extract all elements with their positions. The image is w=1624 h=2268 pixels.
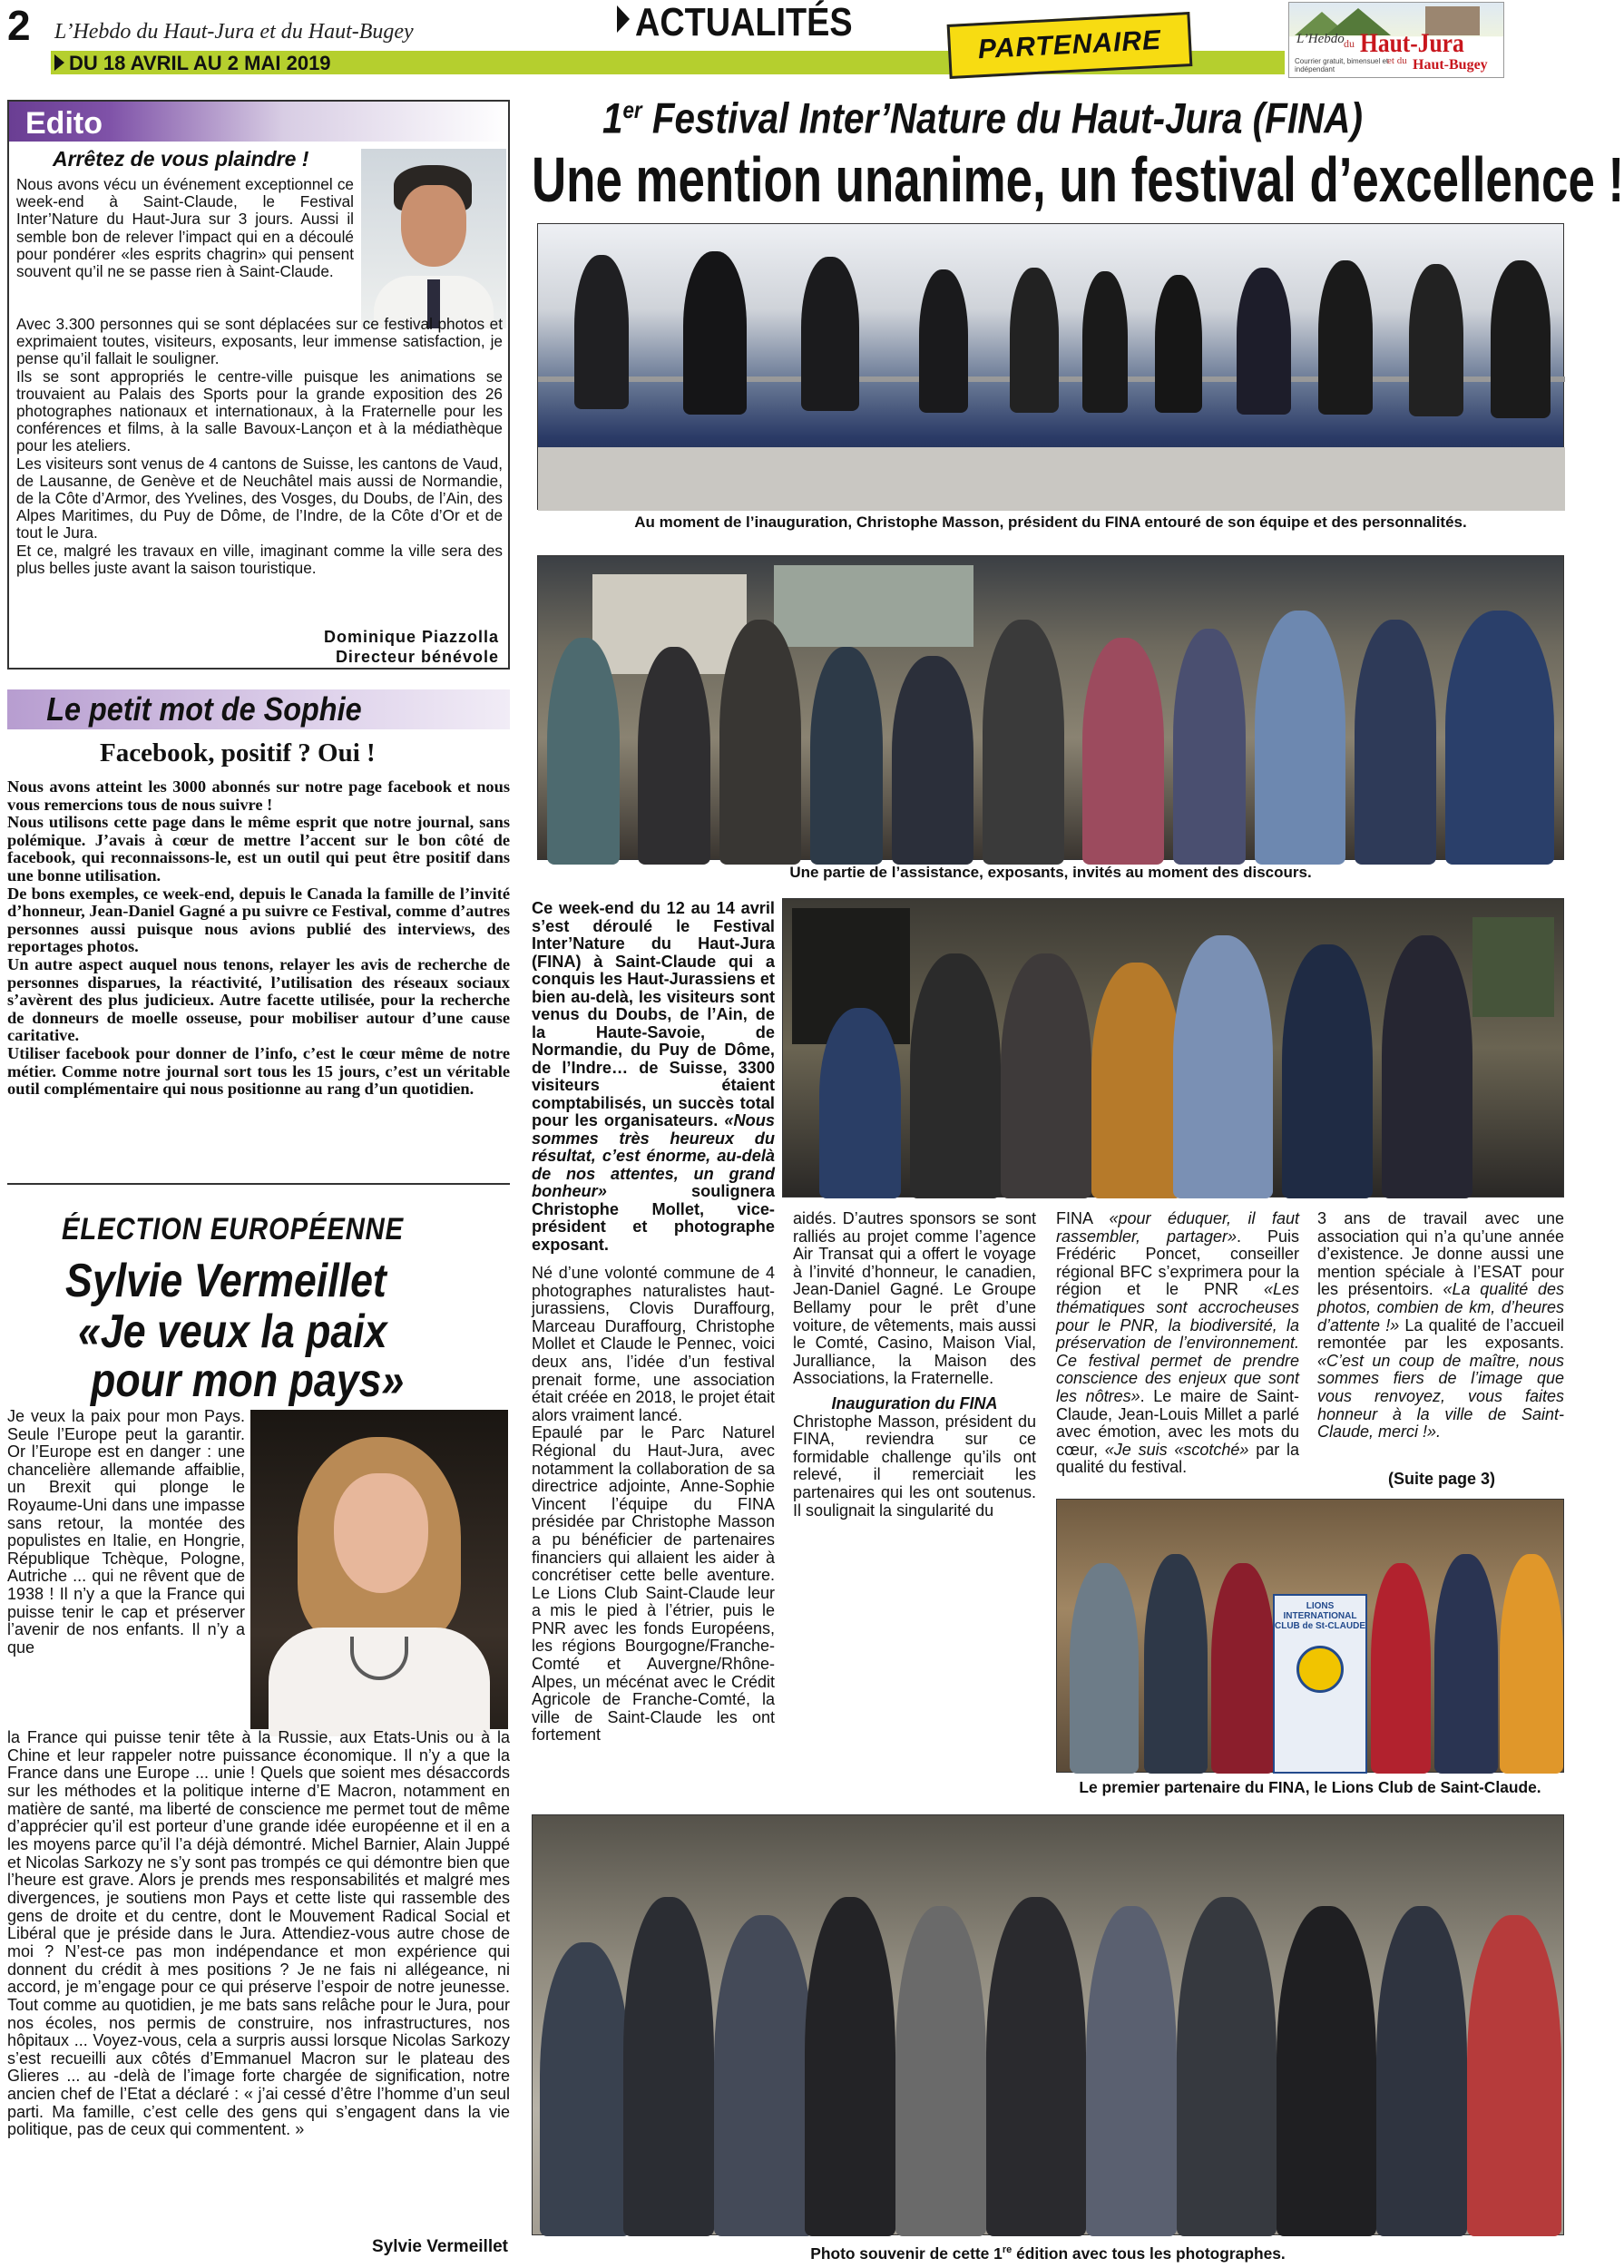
- stage-floor: [538, 447, 1565, 511]
- festival-lead-bold: Ce week-end du 12 au 14 avril s’est déroulé le Festival Inter’Nature du Haut-Jura (FINA) à Saint-Claude qui a conquis les Haut-Jurassiens et bien au-delà, les visiteurs sont venus du Doubs, de l’Ain, de la Haute-Savoie, de Normandie, du Puy de Dôme, de l’Indre… de Suisse, 3300 visiteurs étaient comptabilisés, un succès total pour les organisateurs.: [532, 899, 775, 1129]
- edito-body: [16, 316, 503, 622]
- stage-person: [1010, 268, 1059, 413]
- sophie-title: Facebook, positif ? Oui !: [100, 738, 376, 767]
- edito-label: Edito: [25, 106, 103, 141]
- sophie-paragraph-4: Un autre aspect auquel nous tenons, relayer les avis de recherche de personnes disparues, la réactivité, l’utilisation des réseaux sociaux s’avèrent des plus judicieux. Autre facette utilisée, pour la recherche de donneurs de moelle osseuse, pour mobiliser autour d’une cause caritative.: [7, 954, 510, 1045]
- group-person: [1277, 1906, 1376, 2236]
- group-person: [805, 1897, 895, 2236]
- lions-banner-line1: LIONS INTERNATIONAL: [1283, 1601, 1357, 1621]
- group-person: [1177, 1897, 1277, 2236]
- col3-text-2: . Puis Frédéric Poncet, conseiller régional BFC s’exprimera pour la région et le PNR: [1056, 1227, 1299, 1299]
- col3-quote-2: «Les thématiques sont accrocheuses pour le PNR, la biodiversité, la préservation de l’environnement. Ce festival permet de prendre conscience des enjeux que sont les nôtres»: [1056, 1280, 1299, 1405]
- caption-inauguration: Au moment de l’inauguration, Christophe Masson, président du FINA entouré de son équipe et des personnalités.: [634, 513, 1467, 531]
- election-headline-1: Sylvie Vermeillet: [65, 1255, 386, 1307]
- lions-club-photo: [1056, 1499, 1564, 1773]
- sophie-paragraph-3: De bons exemples, ce week-end, depuis le Canada la famille de l’invité d’honneur, Jean-Daniel Gagné a pu suivre ce Festival, comme d’autres personnes aussi puisque nous avions publié des interviews, des reportages photos.: [7, 884, 510, 956]
- caption-group-post: édition avec tous les photographes.: [1012, 2244, 1286, 2263]
- paper-name: L’Hebdo du Haut-Jura et du Haut-Bugey: [54, 20, 414, 44]
- logo-line5: Haut-Bugey: [1413, 57, 1488, 73]
- festival-col2-p3: Christophe Masson, président du FINA, reviendra sur ce formidable challenge qu’ils ont relevé, il remerciait les partenaires qui les ont soutenus. Il soulignait la singularité du: [793, 1412, 1036, 1520]
- audience-person: [983, 620, 1064, 865]
- audience-person: [1445, 611, 1554, 865]
- festival-kicker: [602, 85, 1363, 143]
- col4-text-2: La qualité de l’accueil remontée par les exposants.: [1317, 1315, 1564, 1353]
- col3-quote-1: «pour éduquer, il faut rassembler, partager»: [1056, 1209, 1299, 1246]
- festival-col1: [532, 1265, 775, 1805]
- election-headline-2: «Je veux la paix: [78, 1305, 387, 1358]
- edito-signature-name: Dominique Piazzolla: [323, 628, 499, 646]
- group-person: [986, 1897, 1086, 2236]
- festival-headline: Une mention unanime, un festival d’excellence !: [532, 144, 1624, 215]
- visitor-person: [1382, 935, 1472, 1198]
- sophie-paragraph-5: Utiliser facebook pour donner de l’info, c’est le cœur même de notre métier. Comme notre journal sort tous les 15 jours, c’est un véritable outil complémentaire qui nous positionne au rang d’un quotidien.: [7, 1043, 510, 1099]
- sophie-rule: [7, 1183, 510, 1185]
- logo-line2: du: [1344, 37, 1355, 50]
- edito-signature-role: Directeur bénévole: [335, 648, 499, 666]
- lions-person: [1371, 1563, 1431, 1774]
- audience-person: [810, 647, 883, 865]
- visitor-person: [819, 1008, 901, 1198]
- edito-paragraph-5: Et ce, malgré les travaux en ville, imaginant comme la ville sera des plus belles juste avant la saison touristique.: [16, 541, 503, 577]
- audience-person: [892, 656, 973, 865]
- exhibit-panel: [1472, 917, 1554, 1017]
- stage-person: [1491, 260, 1551, 418]
- festival-kicker-sup: er: [622, 96, 642, 123]
- festival-col4: [1317, 1209, 1564, 1442]
- visitor-person: [1091, 963, 1182, 1198]
- caption-lions: Le premier partenaire du FINA, le Lions Club de Saint-Claude.: [1079, 1778, 1541, 1796]
- group-photographers-photo: [532, 1814, 1564, 2235]
- election-signature: Sylvie Vermeillet: [372, 2237, 508, 2256]
- caption-group-pre: Photo souvenir de cette 1: [810, 2244, 1003, 2263]
- lions-person: [1070, 1563, 1139, 1774]
- suite-page-link[interactable]: (Suite page 3): [1388, 1470, 1496, 1488]
- page-number: 2: [7, 2, 31, 49]
- lions-person: [1500, 1554, 1563, 1774]
- stage-person: [683, 251, 747, 415]
- edito-body-top: [16, 176, 354, 334]
- lions-person: [1434, 1554, 1498, 1774]
- stage-person: [574, 255, 629, 409]
- visitor-person: [1173, 935, 1273, 1198]
- col3-text-4: par la qualité du festival.: [1056, 1440, 1299, 1477]
- candidate-portrait: [250, 1410, 508, 1729]
- visitor-person: [1001, 953, 1091, 1198]
- col4-quote-1: «La qualité des photos, combien de km, d’heures d’attente !»: [1317, 1280, 1564, 1334]
- lions-emblem-icon: [1296, 1646, 1344, 1693]
- section-title: ACTUALITÉS: [635, 0, 853, 44]
- group-person: [1467, 1915, 1561, 2236]
- edito-paragraph-1: Nous avons vécu un événement exceptionnel ce week-end à Saint-Claude, le Festival Inter’Nature du Haut-Jura sur 3 jours. Aussi il semble bon de relever l’impact qui en a découlé pour pondérer «les esprits chagrin» qui pensent souvent qu’il ne se passe rien à Saint-Claude.: [16, 175, 354, 281]
- visitor-person: [1282, 944, 1373, 1198]
- stage-person: [801, 257, 859, 411]
- logo-tagline: Courrier gratuit, bimensuel et indépendant: [1295, 57, 1389, 73]
- group-person: [623, 1897, 714, 2236]
- portrait-face: [401, 185, 466, 267]
- section-arrow-icon: [617, 5, 630, 33]
- sophie-body: [7, 778, 510, 1179]
- stage-person: [1082, 271, 1128, 413]
- festival-kicker-rest: Festival Inter’Nature du Haut-Jura (FINA): [641, 93, 1363, 142]
- audience-person: [547, 638, 620, 865]
- col4-text-1: 3 ans de travail avec une association qui n’a qu’une année d’existence. Je donne aussi une mention spéciale à l’ESAT pour les présentoirs.: [1317, 1209, 1564, 1299]
- audience-person: [638, 647, 710, 865]
- logo-line4: et du: [1387, 55, 1407, 66]
- group-person: [1086, 1906, 1177, 2236]
- festival-col2: [793, 1210, 1036, 1805]
- stage-person: [1237, 268, 1291, 415]
- caption-group-sup: re: [1002, 2244, 1013, 2255]
- caption-audience: Une partie de l’assistance, exposants, invités au moment des discours.: [789, 864, 1312, 881]
- lions-person: [1211, 1563, 1275, 1774]
- edito-paragraph-2: Avec 3.300 personnes qui se sont déplacées sur ce festival photos et exprimaient toutes, visiteurs, exposants, leur immense satisfaction, je pense qu’il fallait le souligner.: [16, 315, 503, 368]
- masthead: [0, 0, 1571, 80]
- audience-person: [1255, 611, 1345, 865]
- caption-group: [532, 2241, 1564, 2263]
- edito-paragraph-3: Ils se sont appropriés le centre-ville puisque les animations se trouvaient au Palais des Sports pour la grande exposition des 26 photographes nationaux et internationaux, à la Fraternelle pour les conférences et films, à la salle Bavoux-Lançon et à la médiathèque pour les ateliers.: [16, 367, 503, 455]
- festival-col1-p2: Epaulé par le Parc Naturel Régional du Haut-Jura, avec notamment la collaboration de sa directrice adjointe, Anne-Sophie Vincent l’équipe du FINA présidée par Christophe Masson a pu bénéficier de partenaires financiers qui allaient les aider à concrétiser cette belle aventure. Le Lions Club Saint-Claude leur a mis le pied à l’étrier, puis le PNR avec les fonds Européens, les régions Bourgogne/Franche-Comté et Auvergne/Rhône-Alpes, un mécénat avec le Crédit Agricole de Franche-Comté, la ville de Saint-Claude les ont fortement: [532, 1423, 775, 1745]
- festival-col1-p1: Né d’une volonté commune de 4 photographes naturalistes haut-jurassiens, Clovis Duraffourg, Marceau Duraffourg, Christophe Mollet et Claude le Pennec, voici deux ans, l’idée d’un festival prenait forme, une association était créée en 2018, le projet était alors vraiment lancé.: [532, 1264, 775, 1424]
- logo-line1: L’Hebdo: [1296, 32, 1345, 46]
- masthead-dates: DU 18 AVRIL AU 2 MAI 2019: [69, 52, 331, 74]
- col3-text-1: FINA: [1056, 1209, 1110, 1227]
- festival-lead-after: soulignera Christophe Mollet, vice-président et photographe exposant.: [532, 1182, 775, 1254]
- stage-person: [1318, 260, 1373, 415]
- group-person: [1376, 1906, 1467, 2236]
- partner-label: PARTENAIRE: [977, 24, 1162, 65]
- audience-person: [1173, 629, 1246, 865]
- logo-line3: Haut-Jura: [1360, 28, 1464, 58]
- election-kicker: ÉLECTION EUROPÉENNE: [62, 1212, 405, 1246]
- group-person: [895, 1906, 986, 2236]
- lions-banner: [1273, 1594, 1367, 1774]
- stage-person: [1409, 264, 1463, 416]
- candidate-face: [334, 1473, 428, 1593]
- edito-portrait: [361, 149, 506, 328]
- festival-col2-p1: aidés. D’autres sponsors se sont ralliés au projet comme l’agence Air Transat qui a offert le voyage à l’invité d’honneur, le canadien, Jean-Daniel Gagné. Le Groupe Bellamy pour le prêt d’une voiture, de vêtements, mais aussi le Comté, Casino, Maison Vial, Juralliance, la Maison des Associations, la Fraternelle.: [793, 1209, 1036, 1388]
- visitor-person: [910, 953, 1001, 1198]
- stage-person: [919, 269, 968, 413]
- inauguration-stage-photo: [537, 223, 1564, 510]
- election-narrow-text: Je veux la paix pour mon Pays. Seule l’Europe peut la garantir. Or l’Europe est en danger : une chancelière allemande affaiblie, un Brexit qui plonge le Royaume-Uni dans une impasse sans retour, la montée des populistes en Italie, en Hongrie, République Tchèque, Pologne, Autriche ... qui ne rêvent que de 1938 ! Il n’y a que la France qui puisse tenir le cap et préserver l’avenir de nos enfants. Il n’y a que: [7, 1407, 245, 1657]
- group-person: [714, 1915, 814, 2236]
- col3-text-3: . Le maire de Saint-Claude, Jean-Louis Millet a parlé avec émotion, avec les mots du cœur,: [1056, 1386, 1299, 1459]
- col4-quote-2: «C’est un coup de maître, nous sommes fiers de l’image que vous renvoyez, vous faites honneur à la ville de Saint-Claude, merci !».: [1317, 1351, 1564, 1442]
- audience-person: [719, 620, 801, 865]
- audience-panel: [774, 565, 973, 647]
- sophie-label: Le petit mot de Sophie: [46, 690, 362, 728]
- festival-lead-quote: «Nous sommes très heureux du résultat, c’est énorme, au-delà de nos attentes, un grand bonheur»: [532, 1111, 775, 1200]
- edito-paragraph-4: Les visiteurs sont venus de 4 cantons de Suisse, les cantons de Vaud, de Lausanne, de Genève et de Neuchâtel mais aussi de Normandie, de la Côte d’Armor, des Yvelines, des Vosges, du Doubs, de l’Ain, des Alpes Maritimes, du Puy de Dôme, de l’Indre, de la Côte d’Or et de tout le Jura.: [16, 454, 503, 543]
- edito-title: Arrêtez de vous plaindre !: [53, 147, 309, 171]
- audience-photo: [537, 555, 1564, 860]
- election-wide-text: la France qui puisse tenir tête à la Russie, aux Etats-Unis ou à la Chine et leur rappeler notre puissance économique. Il n’y a que la France dans une Europe ... unie ! Quels que soient mes désaccords sur les méthodes et la politique interne d’E Macron, notamment en matière de santé, ma liberté de conscience me permet tout de même d’apprécier qu’il est porteur d’une grande idée européenne et il en a les moyens parce qu’il l’a déjà démontré. Michel Barnier, Alain Juppé et Nicolas Sarkozy ne s’y sont pas trompés ce qui démontre bien que l’heure est grave. Alors je prends mes responsabilités et malgré mes divergences, je soutiens mon Pays et cette liste qui rassemble des gens de droite et du centre, dont le Mouvement Radical Social et Libéral que je préside dans le Jura. Attendiez-vous autre chose de moi ? N’est-ce pas mon indépendance et mon expérience qui donnent du crédit à mes positions ? Je ne fais ni allégeance, ni accord, je m’engage pour ce qui préserve l’espoir de notre jeunesse. Tout comme au quotidien, je me bats sans relâche pour le Jura, pour nos écoles, nos permis de construire, nos infrastructures, nos hôpitaux ... Voyez-vous, cela a surpris aussi lorsque Nicolas Sarkozy s’est recueilli aux côtés d’Emmanuel Macron sur le plateau des Glieres ... au -delà de l’image forte chargée de signification, notre ancien chef de l’Etat a déclaré : « j’ai cessé d’être l’homme d’un seul parti. Ma famille, c’est celle des gens qui s’engagent dans la vie politique, pas de ceux qui commentent. »: [7, 1728, 510, 2139]
- festival-col2-subhead: Inauguration du FINA: [831, 1393, 998, 1413]
- festival-lead: [532, 900, 775, 1263]
- festival-col3: [1056, 1210, 1299, 1482]
- audience-person: [1082, 638, 1164, 865]
- exhibition-visitors-photo: [782, 898, 1564, 1198]
- sophie-label-box: [7, 689, 510, 729]
- lions-person: [1144, 1554, 1208, 1774]
- festival-kicker-prefix: 1: [602, 93, 623, 142]
- election-headline-3: pour mon pays»: [91, 1354, 405, 1407]
- edito-box: [7, 100, 510, 670]
- paper-logo: [1288, 2, 1504, 78]
- stage-person: [1155, 275, 1202, 413]
- dates-arrow-icon: [54, 54, 64, 71]
- audience-person: [1355, 620, 1436, 865]
- group-person: [540, 1942, 631, 2236]
- lions-banner-line2: CLUB de St-CLAUDE: [1275, 1621, 1365, 1631]
- col3-quote-3: «Je suis «scotché»: [1104, 1440, 1249, 1459]
- sophie-paragraph-1: Nous avons atteint les 3000 abonnés sur notre page facebook et nous vous remercions tous de nous suivre !: [7, 777, 510, 814]
- sophie-paragraph-2: Nous utilisons cette page dans le même esprit que notre journal, sans polémique. J’avais à cœur de mettre l’accent sur le bon côté de facebook, qui reconnaissons-le, est un outil qui peut être positif dans une bonne utilisation.: [7, 813, 510, 885]
